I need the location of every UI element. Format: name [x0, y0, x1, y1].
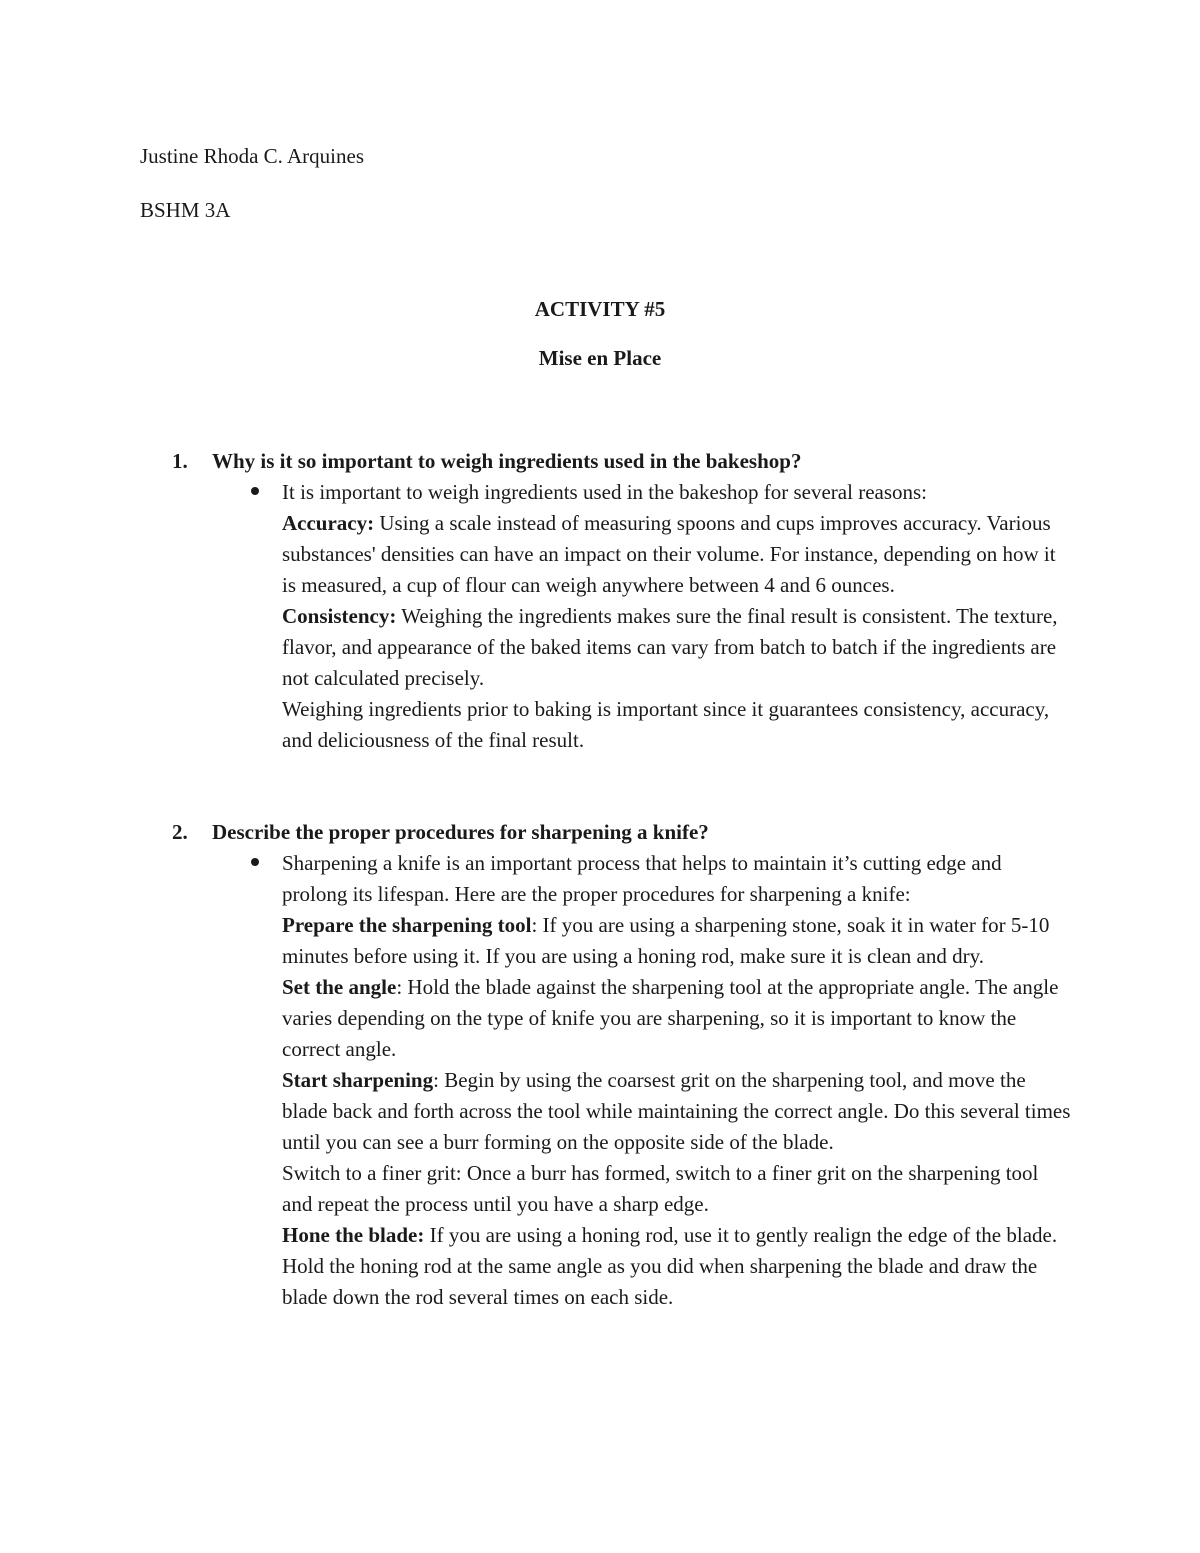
question-2-text: Describe the proper procedures for sharpening a knife?: [212, 820, 709, 844]
point-text: Using a scale instead of measuring spoons and cups improves accuracy. Various substances' densities can have an impact on their volume. For instance, depending on how it is measured, a cup of flour can weigh anywhere between 4 and 6 ounces.: [282, 511, 1056, 597]
question-1-text: Why is it so important to weigh ingredients used in the bakeshop?: [212, 449, 802, 473]
answer-2-point: [282, 910, 1072, 972]
question-1-bullet: [251, 487, 259, 495]
question-2-bullet: [251, 858, 259, 866]
point-term: Prepare the sharpening tool: [282, 913, 532, 937]
activity-title: ACTIVITY #5: [534, 297, 666, 321]
answer-2-point: [282, 1158, 1072, 1220]
point-term: Hone the blade:: [282, 1223, 425, 1247]
point-text: Switch to a finer grit: Once a burr has formed, switch to a finer grit on the sharpening tool and repeat the process until you have a sharp edge.: [282, 1161, 1039, 1216]
answer-1-conclusion: Weighing ingredients prior to baking is important since it guarantees consistency, accuracy, and deliciousness of the final result.: [282, 697, 1050, 752]
course-section: BSHM 3A: [140, 198, 231, 222]
question-1-number: 1.: [172, 449, 188, 473]
point-term: Set the angle: [282, 975, 397, 999]
answer-2-intro: Sharpening a knife is an important process that helps to maintain it’s cutting edge and prolong its lifespan. Here are the proper procedures for sharpening a knife:: [282, 851, 1002, 906]
answer-1-intro: It is important to weigh ingredients used in the bakeshop for several reasons:: [282, 480, 928, 504]
question-1-answer: [282, 477, 1072, 756]
answer-2-point: [282, 972, 1072, 1065]
question-2-answer: [282, 848, 1072, 1313]
point-term: Consistency:: [282, 604, 397, 628]
point-text: Weighing the ingredients makes sure the final result is consistent. The texture, flavor, and appearance of the baked items can vary from batch to batch if the ingredients are not calculated precisely.: [282, 604, 1058, 690]
answer-1-point: [282, 601, 1072, 694]
point-text: If you are using a honing rod, use it to gently realign the edge of the blade. Hold the honing rod at the same angle as you did when sharpening the blade and draw the blade down the rod several times on each side.: [282, 1223, 1058, 1309]
point-text: : If you are using a sharpening stone, soak it in water for 5-10 minutes before using it. If you are using a honing rod, make sure it is clean and dry.: [282, 913, 1050, 968]
point-term: Start sharpening: [282, 1068, 434, 1092]
question-2-number: 2.: [172, 820, 188, 844]
answer-1-point: [282, 508, 1072, 601]
answer-2-point: [282, 1065, 1072, 1158]
point-text: : Hold the blade against the sharpening tool at the appropriate angle. The angle varies depending on the type of knife you are sharpening, so it is important to know the correct angle.: [282, 975, 1059, 1061]
activity-subtitle: Mise en Place: [538, 346, 662, 370]
point-text: : Begin by using the coarsest grit on the sharpening tool, and move the blade back and forth across the tool while maintaining the correct angle. Do this several times until you can see a burr forming on the opposite side of the blade.: [282, 1068, 1071, 1154]
student-name: Justine Rhoda C. Arquines: [140, 144, 364, 168]
answer-2-point: [282, 1220, 1072, 1313]
point-term: Accuracy:: [282, 511, 375, 535]
